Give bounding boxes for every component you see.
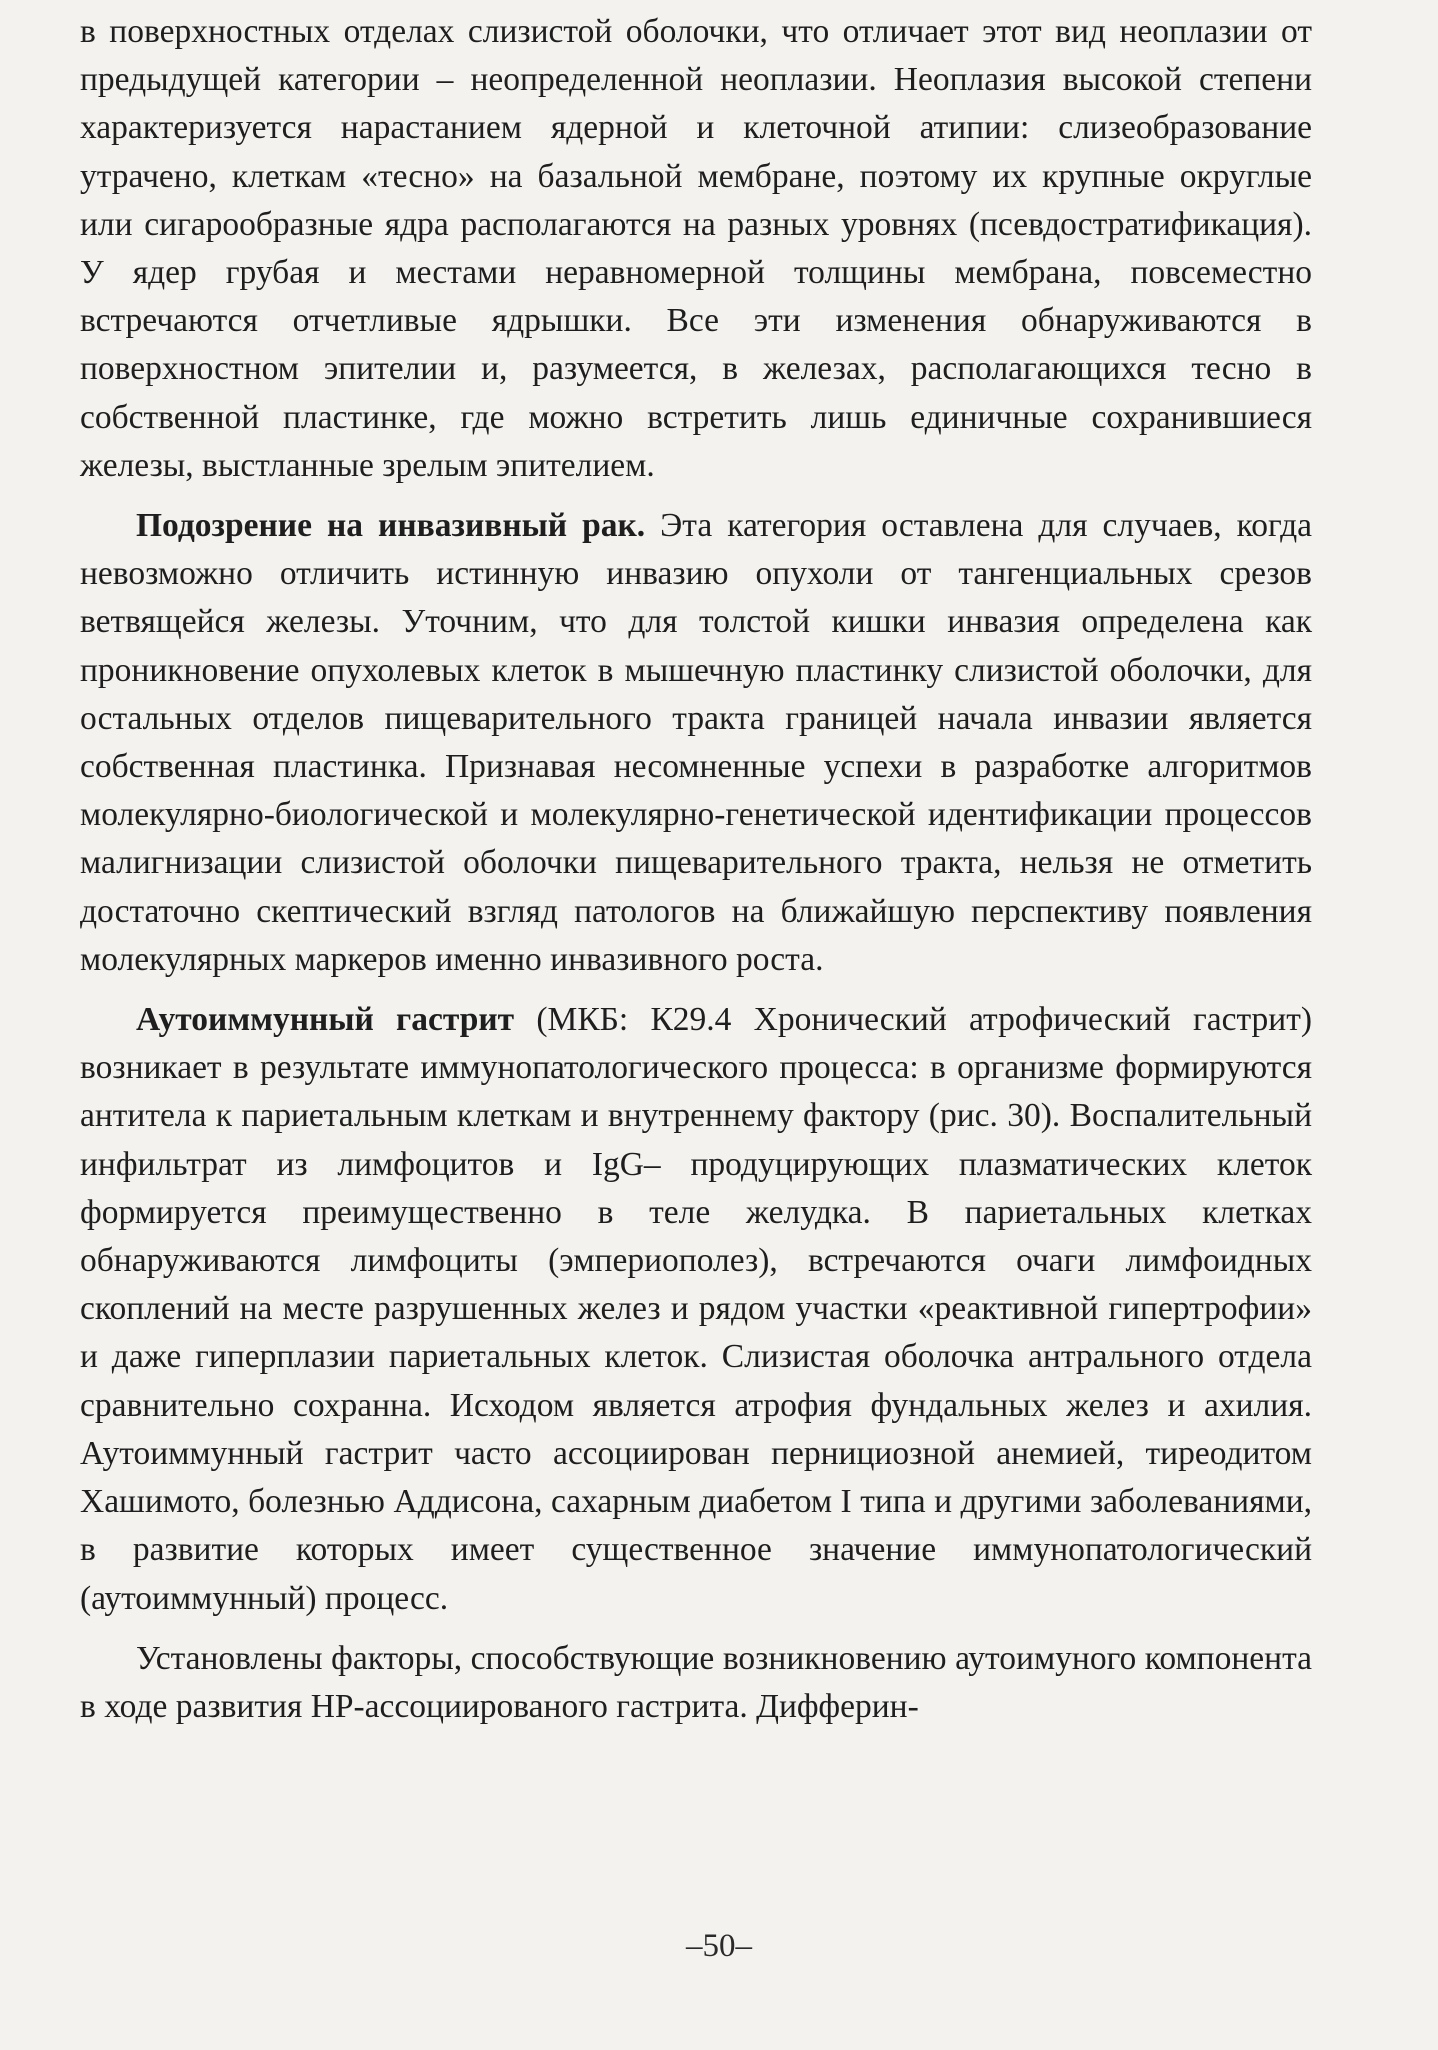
paragraph-autoimmune-gastritis bbox=[80, 996, 1312, 1623]
paragraph-text: Установлены факторы, способствующие возникновению аутоимуного компонента в ходе развития НР-ассоциированого гастрита. Дифферин- bbox=[80, 1639, 1312, 1725]
body-text bbox=[80, 8, 1312, 1743]
paragraph-neoplasia-continuation bbox=[80, 8, 1312, 490]
term-heading: Подозрение на инвазивный рак. bbox=[136, 507, 646, 545]
page-number: –50– bbox=[686, 1928, 752, 1964]
paragraph-text: Эта категория оставлена для случаев, когда невозможно отличить истинную инвазию опухоли от тангенциальных срезов ветвящейся железы. Уточним, что для толстой кишки инвазия определена как проникновение опухолевых клеток в мышечную пластинку слизистой оболочки, для остальных отделов пищеварительного тракта границей начала инвазии является собственная пластинка. Признавая несомненные успехи в разработке алгоритмов молекулярно-биологической и молекулярно-генетической идентификации процессов малигнизации слизистой оболочки пищеварительного тракта, нельзя не отметить достаточно скептический взгляд патологов на ближайшую перспективу появления молекулярных маркеров именно инвазивного роста. bbox=[80, 507, 1312, 978]
paragraph-text: (МКБ: К29.4 Хронический атрофический гастрит) возникает в результате иммунопатологического процесса: в организме формируются антитела к париетальным клеткам и внутреннему фактору (рис. 30). Воспалительный инфильтрат из лимфоцитов и IgG– продуцирующих плазматических клеток формируется преимущественно в теле желудка. В париетальных клетках обнаруживаются лимфоциты (эмпериополез), встречаются очаги лимфоидных скоплений на месте разрушенных желез и рядом участки «реактивной гипертрофии» и даже гиперплазии париетальных клеток. Слизистая оболочка антрального отдела сравнительно сохранна. Исходом является атрофия фундальных желез и ахилия. Аутоиммунный гастрит часто ассоциирован пернициозной анемией, тиреодитом Хашимото, болезнью Аддисона, сахарным диабетом I типа и другими заболеваниями, в развитие которых имеет существенное значение иммунопатологический (аутоиммунный) процесс. bbox=[80, 1001, 1312, 1617]
paragraph-factors bbox=[80, 1635, 1312, 1731]
term-heading: Аутоиммунный гастрит bbox=[136, 1001, 515, 1039]
paragraph-suspected-invasive-cancer bbox=[80, 502, 1312, 984]
paragraph-text: в поверхностных отделах слизистой оболочки, что отличает этот вид неоплазии от предыдущей категории – неопределенной неоплазии. Неоплазия высокой степени характеризуется нарастанием ядерной и клеточной атипии: слизеобразование утрачено, клеткам «тесно» на базальной мембране, поэтому их крупные округлые или сигарообразные ядра располагаются на разных уровнях (псевдостратификация). У ядер грубая и местами неравномерной толщины мембрана, повсеместно встречаются отчетливые ядрышки. Все эти изменения обнаруживаются в поверхностном эпителии и, разумеется, в железах, располагающихся тесно в собственной пластинке, где можно встретить лишь единичные сохранившиеся железы, выстланные зрелым эпителием. bbox=[80, 13, 1312, 484]
